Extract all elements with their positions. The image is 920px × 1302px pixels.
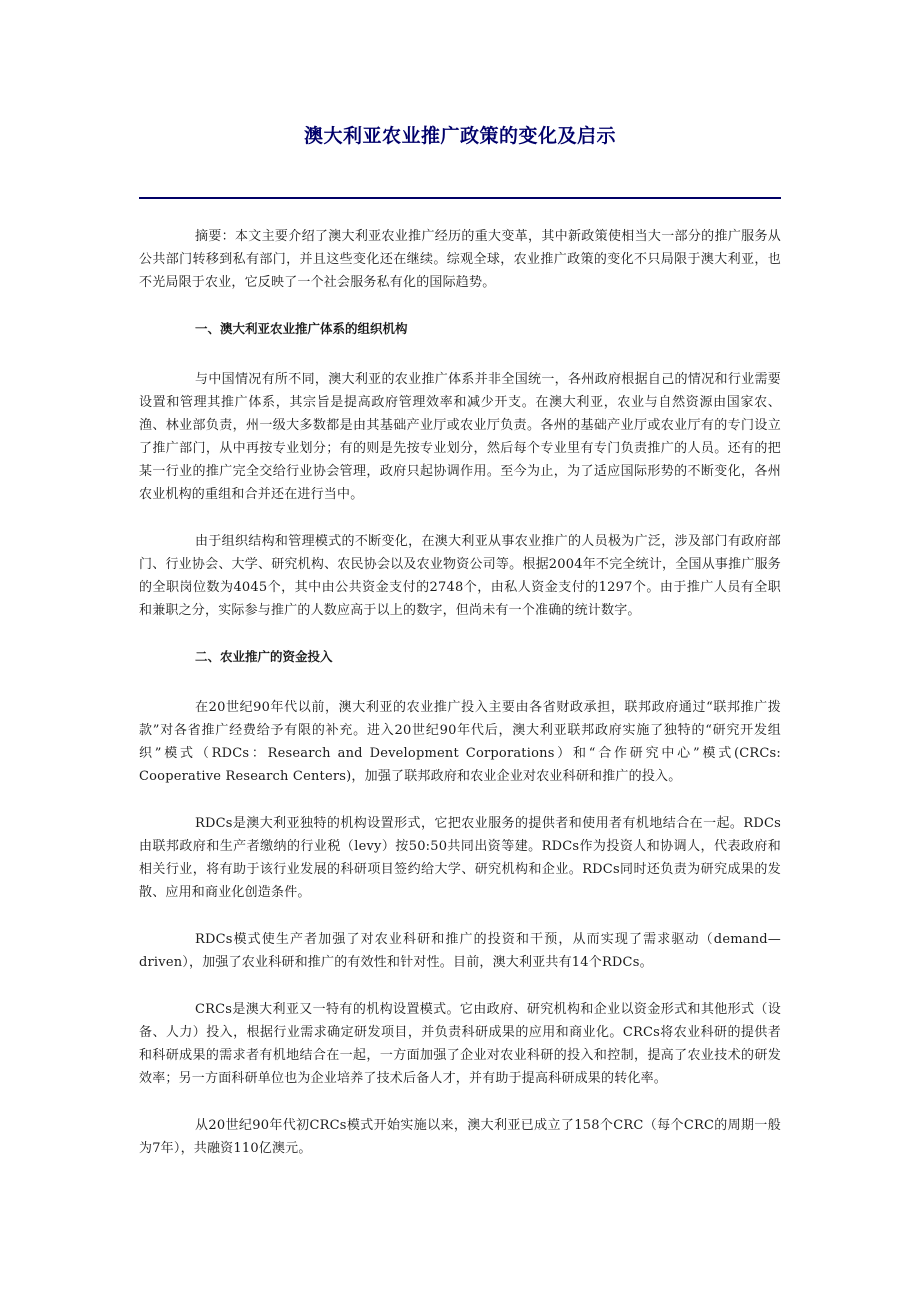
document-page bbox=[139, 0, 781, 1184]
section-heading-1: 一、澳大利亚农业推广体系的组织机构 bbox=[195, 321, 408, 336]
section-heading-2: 二、农业推广的资金投入 bbox=[195, 649, 333, 664]
body-paragraph: 由于组织结构和管理模式的不断变化，在澳大利亚从事农业推广的人员极为广泛，涉及部门有政府部门、行业协会、大学、研究机构、农民协会以及农业物资公司等。根据2004年不完全统计，全国从事推广服务的全职岗位数为4045个，其中由公共资金支付的2748个，由私人资金支付的1297个。由于推广人员有全职和兼职之分，实际参与推广的人数应高于以上的数字，但尚未有一个准确的统计数字。 bbox=[139, 534, 781, 618]
abstract-paragraph: 摘要：本文主要介绍了澳大利亚农业推广经历的重大变革，其中新政策使相当大一部分的推广服务从公共部门转移到私有部门，并且这些变化还在继续。综观全球，农业推广政策的变化不只局限于澳大利亚，也不光局限于农业，它反映了一个社会服务私有化的国际趋势。 bbox=[139, 229, 781, 290]
body-paragraph: 在20世纪90年代以前，澳大利亚的农业推广投入主要由各省财政承担，联邦政府通过“联邦推广拨款”对各省推广经费给予有限的补充。进入20世纪90年代后，澳大利亚联邦政府实施了独特的“研究开发组织”模式（RDCs：Research and Development Corporations）和“合作研究中心”模式(CRCs: Cooperative Research Centers)，加强了联邦政府和农业企业对农业科研和推广的投入。 bbox=[139, 700, 781, 784]
body-paragraph: RDCs是澳大利亚独特的机构设置形式，它把农业服务的提供者和使用者有机地结合在一起。RDCs由联邦政府和生产者缴纳的行业税（levy）按50:50共同出资等建。RDCs作为投资人和协调人，代表政府和相关行业，将有助于该行业发展的科研项目签约给大学、研究机构和企业。RDCs同时还负责为研究成果的发散、应用和商业化创造条件。 bbox=[139, 816, 781, 900]
document-title: 澳大利亚农业推广政策的变化及启示 bbox=[303, 125, 616, 147]
document-body bbox=[139, 225, 781, 1160]
title-divider bbox=[139, 197, 781, 199]
body-paragraph: 与中国情况有所不同，澳大利亚的农业推广体系并非全国统一，各州政府根据自己的情况和行业需要设置和管理其推广体系，其宗旨是提高政府管理效率和减少开支。在澳大利亚，农业与自然资源由国家农、渔、林业部负责，州一级大多数都是由其基础产业厅或农业厅负责。各州的基础产业厅或农业厅有的专门设立了推广部门，从中再按专业划分；有的则是先按专业划分，然后每个专业里有专门负责推广的人员。还有的把某一行业的推广完全交给行业协会管理，政府只起协调作用。至今为止，为了适应国际形势的不断变化，各州农业机构的重组和合并还在进行当中。 bbox=[139, 372, 781, 502]
body-paragraph: RDCs模式使生产者加强了对农业科研和推广的投资和干预，从而实现了需求驱动（demand—driven），加强了农业科研和推广的有效性和针对性。目前，澳大利亚共有14个RDCs。 bbox=[139, 932, 781, 970]
body-paragraph: CRCs是澳大利亚又一特有的机构设置模式。它由政府、研究机构和企业以资金形式和其他形式（设备、人力）投入，根据行业需求确定研发项目，并负责科研成果的应用和商业化。CRCs将农业科研的提供者和科研成果的需求者有机地结合在一起，一方面加强了企业对农业科研的投入和控制，提高了农业技术的研发效率；另一方面科研单位也为企业培养了技术后备人才，并有助于提高科研成果的转化率。 bbox=[139, 1002, 781, 1086]
body-paragraph: 从20世纪90年代初CRCs模式开始实施以来，澳大利亚已成立了158个CRC（每个CRC的周期一般为7年），共融资110亿澳元。 bbox=[139, 1118, 781, 1156]
